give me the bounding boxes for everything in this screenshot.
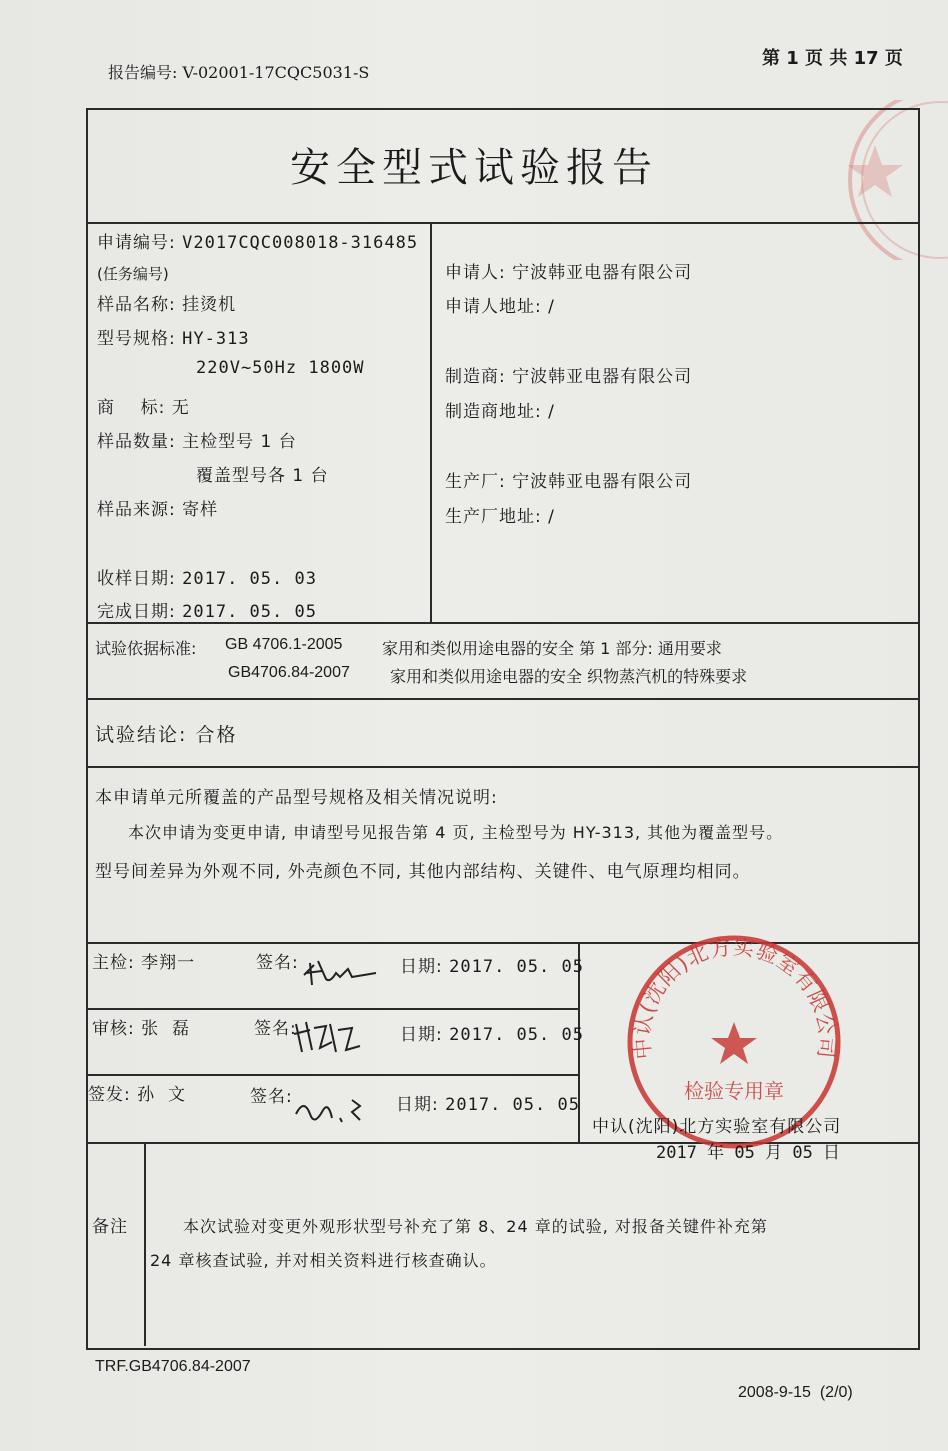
remarks-line-2: 24 章核查试验, 并对相关资料进行核查确认。 [150, 1251, 497, 1270]
reviewer-label: 审核: [92, 1019, 135, 1039]
report-number-value: V-02001-17CQC5031-S [182, 63, 370, 82]
seal-center-text: 检验专用章 [684, 1079, 784, 1103]
applicant-label: 申请人: [445, 263, 506, 283]
reviewer-date-value: 2017. 05. 05 [449, 1025, 584, 1045]
standards-divider [86, 698, 918, 700]
info-column-divider [430, 222, 432, 622]
manufacturer [445, 362, 692, 387]
model-spec [97, 324, 250, 349]
inspector-signature [300, 955, 380, 989]
info-divider [86, 622, 918, 624]
sample-source-value: 寄样 [182, 500, 219, 520]
inspector-date-label: 日期: [400, 957, 443, 977]
completed-date [97, 597, 317, 622]
received-date-label: 收样日期: [97, 569, 176, 589]
inspector [92, 948, 195, 973]
seal-ring-text: 中认(沈阳)北方实验室有限公司 [629, 934, 840, 1061]
standard-2-code: GB4706.84-2007 [228, 664, 350, 681]
standard-2-name: 家用和类似用途电器的安全 织物蒸汽机的特殊要求 [390, 667, 748, 686]
applicant-address [445, 292, 555, 317]
sample-name-value: 挂烫机 [182, 295, 237, 315]
sample-name [97, 290, 236, 315]
conclusion-divider [86, 766, 918, 768]
issuer-date [396, 1090, 580, 1115]
standard-1-code: GB 4706.1-2005 [225, 636, 343, 653]
reviewer-signature [292, 1016, 372, 1058]
completed-date-label: 完成日期: [97, 602, 176, 622]
factory-address-label: 生产厂地址: [445, 507, 542, 527]
manufacturer-address [445, 397, 555, 422]
inspector-date-value: 2017. 05. 05 [449, 957, 584, 977]
sample-quantity-label: 样品数量: [97, 432, 176, 452]
trademark [97, 393, 190, 418]
issuer-sign-label: 签名: [250, 1087, 293, 1107]
reviewer-name: 张 磊 [141, 1019, 190, 1039]
application-number-label: 申请编号: [97, 233, 176, 253]
page-counter: 第 1 页 共 17 页 [762, 48, 903, 69]
conclusion-label: 试验结论: [95, 724, 188, 746]
applicant-address-value: / [548, 297, 555, 317]
title-divider [86, 222, 918, 224]
coverage-line-2: 型号间差异为外观不同, 外壳颜色不同, 其他内部结构、关键件、电气原理均相同。 [95, 862, 751, 882]
inspector-label: 主检: [92, 953, 135, 973]
applicant [445, 258, 692, 283]
sample-source [97, 495, 218, 520]
applicant-address-label: 申请人地址: [445, 297, 542, 317]
trademark-value: 无 [171, 398, 190, 418]
issuer [88, 1080, 186, 1105]
inspector-date [400, 952, 584, 977]
factory-address-value: / [548, 507, 555, 527]
factory-value: 宁波韩亚电器有限公司 [512, 472, 693, 492]
sample-source-label: 样品来源: [97, 500, 176, 520]
inspector-name: 李翔一 [141, 953, 196, 973]
rating-value: 220V~50Hz 1800W [196, 358, 365, 378]
factory-label: 生产厂: [445, 472, 506, 492]
conclusion-value: 合格 [195, 724, 238, 746]
report-title: 安全型式试验报告 [290, 145, 658, 191]
task-number-label: (任务编号) [97, 265, 169, 283]
form-number: TRF.GB4706.84-2007 [95, 1358, 251, 1375]
remarks-line-1: 本次试验对变更外观形状型号补充了第 8、24 章的试验, 对报备关键件补充第 [183, 1217, 768, 1236]
lab-date: 2017 年 05 月 05 日 [656, 1143, 841, 1163]
conclusion [95, 720, 237, 747]
issuer-label: 签发: [88, 1085, 131, 1105]
received-date [97, 564, 317, 589]
application-number [97, 228, 418, 253]
remarks-column-divider [144, 1142, 146, 1346]
issuer-date-value: 2017. 05. 05 [445, 1095, 580, 1115]
manufacturer-address-label: 制造商地址: [445, 402, 542, 422]
reviewer-date-label: 日期: [400, 1025, 443, 1045]
sample-quantity-main: 主检型号 1 台 [182, 432, 297, 452]
standards-label: 试验依据标准: [95, 639, 197, 658]
completed-date-value: 2017. 05. 05 [182, 602, 317, 622]
reviewer-date [400, 1020, 584, 1045]
reviewer [92, 1014, 190, 1039]
factory [445, 467, 692, 492]
sample-quantity [97, 427, 297, 452]
form-version: 2008-9-15 (2/0) [738, 1384, 853, 1401]
inspector-sign-label: 签名: [256, 953, 299, 973]
sample-quantity-cover: 覆盖型号各 1 台 [196, 466, 329, 486]
manufacturer-value: 宁波韩亚电器有限公司 [512, 367, 693, 387]
issuer-name: 孙 文 [137, 1085, 186, 1105]
application-number-value: V2017CQC008018-316485 [182, 233, 419, 253]
issuer-date-label: 日期: [396, 1095, 439, 1115]
factory-address [445, 502, 555, 527]
lab-name: 中认(沈阳)北方实验室有限公司 [592, 1117, 842, 1137]
applicant-value: 宁波韩亚电器有限公司 [512, 263, 693, 283]
reviewer-sign-label: 签名: [254, 1019, 297, 1039]
report-number-label: 报告编号: [108, 63, 178, 82]
report-number [108, 60, 369, 83]
trademark-label: 商 标: [97, 398, 166, 418]
received-date-value: 2017. 05. 03 [182, 569, 317, 589]
coverage-line-1: 本次申请为变更申请, 申请型号见报告第 4 页, 主检型号为 HY-313, 其他为覆盖型号。 [128, 823, 784, 842]
issuer-signature [290, 1092, 370, 1132]
manufacturer-address-value: / [548, 402, 555, 422]
remarks-label: 备注 [92, 1217, 128, 1237]
sign-row-divider-1 [86, 1008, 578, 1010]
manufacturer-label: 制造商: [445, 367, 506, 387]
model-spec-label: 型号规格: [97, 329, 176, 349]
sample-name-label: 样品名称: [97, 295, 176, 315]
model-spec-value: HY-313 [182, 329, 250, 349]
coverage-heading: 本申请单元所覆盖的产品型号规格及相关情况说明: [95, 788, 498, 808]
sign-row-divider-2 [86, 1074, 578, 1076]
standard-1-name: 家用和类似用途电器的安全 第 1 部分: 通用要求 [382, 639, 722, 658]
